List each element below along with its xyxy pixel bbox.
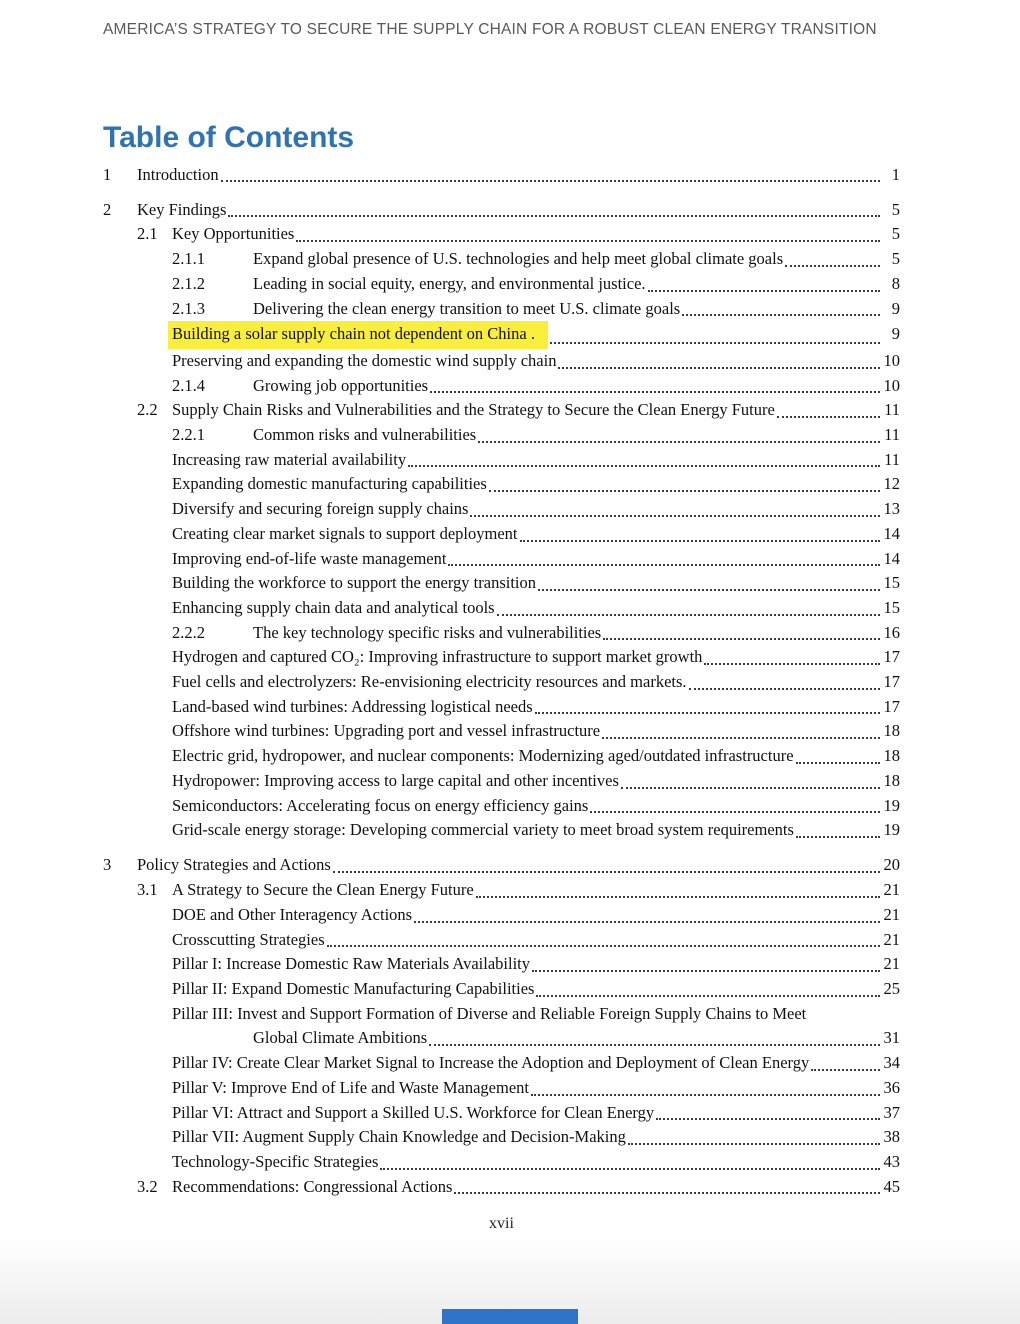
toc-entry[interactable] — [103, 1101, 900, 1126]
toc-entry-title: Pillar I: Increase Domestic Raw Materials Availability — [172, 954, 531, 974]
toc-entry-title: Crosscutting Strategies — [172, 929, 325, 949]
toc-leader-dots — [448, 564, 880, 566]
toc-entry-number: 3.1 — [137, 880, 158, 900]
toc-leader-dots — [430, 391, 880, 393]
toc-leader-dots — [603, 638, 880, 640]
toc-entry-page: 21 — [883, 954, 900, 974]
toc-entry-title: Pillar VI: Attract and Support a Skilled U.S. Workforce for Clean Energy — [172, 1102, 655, 1122]
toc-leader-dots — [296, 240, 880, 242]
toc-entry-page: 5 — [891, 224, 900, 244]
toc-entry-title: Building the workforce to support the energy transition — [172, 573, 536, 593]
toc-entry-title: Offshore wind turbines: Upgrading port and vessel infrastructure — [172, 721, 601, 741]
toc-entry[interactable] — [103, 321, 900, 349]
toc-entry[interactable] — [103, 272, 900, 297]
toc-entry[interactable] — [103, 695, 900, 720]
toc-entry-page: 17 — [883, 647, 900, 667]
toc-entry-title: Pillar V: Improve End of Life and Waste Management — [172, 1077, 529, 1097]
toc-entry[interactable] — [103, 670, 900, 695]
highlighted-toc-entry-title: Building a solar supply chain not dependent on China . — [168, 321, 548, 349]
toc-entry-page: 21 — [883, 904, 900, 924]
toc-entry[interactable] — [103, 547, 900, 572]
toc-entry-title: Diversify and securing foreign supply chains — [172, 499, 469, 519]
toc-entry-title: Key Opportunities — [172, 224, 295, 244]
toc-leader-dots — [704, 663, 880, 665]
toc-entry-title: Technology-Specific Strategies — [172, 1151, 379, 1171]
toc-entry-title: Enhancing supply chain data and analytical tools — [172, 597, 495, 617]
toc-entry-page: 19 — [883, 820, 900, 840]
toc-entry-page: 17 — [883, 696, 900, 716]
toc-entry-title: A Strategy to Secure the Clean Energy Future — [172, 880, 474, 900]
toc-entry-page: 11 — [884, 425, 900, 445]
toc-entry[interactable] — [103, 398, 900, 423]
toc-entry-number: 2.2.1 — [172, 425, 205, 445]
toc-entry[interactable] — [103, 163, 900, 188]
toc-leader-dots — [476, 896, 880, 898]
toc-leader-dots — [682, 314, 880, 316]
toc-entry[interactable] — [103, 769, 900, 794]
running-header: AMERICA’S STRATEGY TO SECURE THE SUPPLY CHAIN FOR A ROBUST CLEAN ENERGY TRANSITION — [103, 21, 877, 38]
toc-leader-dots — [497, 614, 880, 616]
toc-entry[interactable] — [103, 522, 900, 547]
toc-entry-title: Delivering the clean energy transition to meet U.S. climate goals — [253, 298, 681, 318]
toc-entry[interactable] — [103, 719, 900, 744]
toc-entry-page: 43 — [883, 1151, 900, 1171]
toc-entry-continuation[interactable] — [103, 1026, 900, 1051]
toc-leader-dots — [602, 737, 880, 739]
toc-entry-title: Leading in social equity, energy, and environmental justice. — [253, 273, 646, 293]
toc-leader-dots — [228, 215, 880, 217]
toc-entry[interactable] — [103, 952, 900, 977]
toc-entry[interactable] — [103, 928, 900, 953]
toc-entry-page: 20 — [883, 855, 900, 875]
toc-entry-page: 8 — [891, 273, 900, 293]
toc-leader-dots — [408, 465, 880, 467]
toc-entry-title: Pillar II: Expand Domestic Manufacturing Capabilities — [172, 979, 535, 998]
toc-leader-dots — [414, 921, 880, 923]
toc-entry-page: 12 — [883, 474, 900, 494]
toc-entry-title: Expanding domestic manufacturing capabilities — [172, 474, 487, 494]
toc-entry-title: Grid-scale energy storage: Developing commercial variety to meet broad system requirements — [172, 820, 794, 840]
toc-entry-page: 17 — [883, 672, 900, 692]
toc-entry-title: Fuel cells and electrolyzers: Re-envisioning electricity resources and markets. — [172, 672, 687, 692]
toc-leader-dots — [796, 836, 880, 838]
toc-entry-number: 2 — [103, 199, 112, 219]
toc-leader-dots — [785, 265, 880, 267]
toc-entry-number: 2.1.1 — [172, 249, 205, 269]
toc-leader-dots — [470, 515, 880, 517]
toc-entry-page: 36 — [883, 1077, 900, 1097]
toc-entry[interactable] — [103, 794, 900, 819]
toc-entry-title: Increasing raw material availability — [172, 449, 407, 469]
toc-entry-number: 2.2.2 — [172, 622, 205, 642]
toc-entry-title: Hydropower: Improving access to large capital and other incentives — [172, 770, 619, 790]
toc-leader-dots — [621, 787, 880, 789]
toc-entry-number: 2.1 — [137, 224, 158, 244]
toc-entry[interactable] — [103, 596, 900, 621]
toc-entry-title: Land-based wind turbines: Addressing logistical needs — [172, 696, 533, 716]
toc-entry-page: 5 — [891, 199, 900, 219]
toc-leader-dots — [478, 441, 880, 443]
toc-leader-dots — [648, 290, 880, 292]
toc-leader-dots — [532, 970, 880, 972]
toc-entry[interactable] — [103, 423, 900, 448]
toc-entry-title: Global Climate Ambitions — [253, 1028, 428, 1048]
toc-entry-number: 3.2 — [137, 1176, 158, 1196]
toc-entry[interactable] — [103, 878, 900, 903]
toc-entry-page: 19 — [883, 795, 900, 815]
toc-entries — [103, 152, 900, 1199]
toc-leader-dots — [558, 367, 880, 369]
toc-entry-page: 5 — [891, 249, 900, 269]
toc-entry-number: 2.2 — [137, 400, 158, 420]
toc-leader-dots — [489, 490, 880, 492]
toc-entry-page: 45 — [883, 1176, 900, 1196]
toc-entry-title: The key technology specific risks and vulnerabilities — [253, 622, 602, 642]
toc-leader-dots — [221, 180, 880, 182]
toc-entry-title: DOE and Other Interagency Actions — [172, 904, 413, 924]
toc-entry[interactable] — [103, 1051, 900, 1076]
toc-entry-title: Semiconductors: Accelerating focus on energy efficiency gains — [172, 795, 589, 815]
toc-entry-number: 3 — [103, 855, 112, 875]
toc-entry-page: 38 — [883, 1127, 900, 1147]
toc-entry[interactable] — [103, 1076, 900, 1101]
toc-entry-title: Improving end-of-life waste management — [172, 548, 447, 568]
toc-entry[interactable] — [103, 497, 900, 522]
toc-entry-page: 21 — [883, 929, 900, 949]
toc-leader-dots — [536, 995, 880, 997]
toc-leader-dots — [535, 712, 880, 714]
toc-entry-title: Electric grid, hydropower, and nuclear components: Modernizing aged/outdated infrastructure — [172, 746, 794, 766]
toc-entry-page: 1 — [891, 164, 900, 184]
toc-entry-page: 18 — [883, 746, 900, 766]
toc-entry[interactable] — [103, 247, 900, 272]
toc-leader-dots — [380, 1168, 880, 1170]
toc-leader-dots — [590, 811, 880, 813]
toc-leader-dots — [333, 871, 880, 873]
toc-entry[interactable] — [103, 349, 900, 374]
toc-entry-page: 18 — [883, 770, 900, 790]
toc-entry-title: Supply Chain Risks and Vulnerabilities and the Strategy to Secure the Clean Energy Future — [172, 400, 775, 420]
toc-entry-title: Policy Strategies and Actions — [137, 855, 331, 875]
toc-entry[interactable] — [103, 744, 900, 769]
toc-entry-page: 10 — [883, 350, 900, 370]
page-title: Table of Contents — [103, 121, 355, 155]
toc-entry-title: Pillar IV: Create Clear Market Signal to Increase the Adoption and Deployment of Clean Energy — [172, 1053, 810, 1073]
toc-entry[interactable] — [103, 645, 900, 670]
toc-entry-page: 21 — [883, 880, 900, 900]
toc-entry-page: 10 — [883, 375, 900, 395]
toc-entry[interactable] — [103, 448, 900, 473]
toc-entry-title: Introduction — [137, 164, 219, 184]
toc-entry[interactable] — [103, 1002, 900, 1027]
toc-leader-dots — [777, 416, 880, 418]
page-number-footer: xvii — [489, 1215, 514, 1232]
toc-entry-page: 16 — [883, 622, 900, 642]
toc-entry[interactable] — [103, 1150, 900, 1175]
toc-entry-title: Hydrogen and captured CO₂: Improving infrastructure to support market growth — [172, 647, 703, 667]
toc-leader-dots — [796, 762, 880, 764]
toc-leader-dots — [429, 1044, 880, 1046]
toc-entry-page: 18 — [883, 721, 900, 741]
toc-entry[interactable] — [103, 1175, 900, 1200]
toc-entry-number: 1 — [103, 164, 112, 184]
toc-entry-page: 34 — [883, 1053, 900, 1073]
toc-entry[interactable] — [103, 977, 900, 1002]
toc-entry-title: Recommendations: Congressional Actions — [172, 1176, 453, 1196]
toc-entry[interactable] — [103, 472, 900, 497]
toc-entry-title: Preserving and expanding the domestic wind supply chain — [172, 350, 557, 370]
toc-entry-page: 14 — [883, 523, 900, 543]
toc-leader-dots — [689, 688, 880, 690]
toc-entry-title: Pillar VII: Augment Supply Chain Knowledge and Decision-Making — [172, 1127, 626, 1147]
toc-entry-title: Expand global presence of U.S. technologies and help meet global climate goals — [253, 249, 784, 269]
toc-entry-title: Creating clear market signals to support deployment — [172, 523, 518, 543]
toc-entry-page: 13 — [883, 499, 900, 519]
toc-entry-page: 15 — [883, 597, 900, 617]
toc-entry-page: 11 — [884, 449, 900, 469]
toc-entry[interactable] — [103, 1125, 900, 1150]
toc-entry[interactable] — [103, 374, 900, 399]
toc-leader-dots — [628, 1143, 880, 1145]
toc-entry-page: 31 — [883, 1028, 900, 1048]
toc-entry[interactable] — [103, 818, 900, 843]
toc-entry-number: 2.1.2 — [172, 273, 205, 293]
toc-entry[interactable] — [103, 222, 900, 247]
toc-leader-dots — [656, 1118, 880, 1120]
toc-leader-dots — [520, 540, 881, 542]
toc-entry-title: Key Findings — [137, 199, 227, 219]
toc-entry-page: 25 — [883, 979, 900, 998]
bottom-blue-bar — [442, 1309, 578, 1324]
toc-entry-page: 14 — [883, 548, 900, 568]
toc-entry-title: Pillar III: Invest and Support Formation of Diverse and Reliable Foreign Supply Chains to Meet — [172, 1003, 807, 1023]
toc-leader-dots — [327, 945, 880, 947]
toc-entry[interactable] — [103, 903, 900, 928]
toc-entry[interactable] — [103, 853, 900, 878]
toc-entry-page: 9 — [891, 298, 900, 318]
toc-entry-number: 2.1.4 — [172, 375, 205, 395]
toc-entry-number: 2.1.3 — [172, 298, 205, 318]
toc-entry[interactable] — [103, 297, 900, 322]
toc-entry-page: 11 — [884, 400, 900, 420]
toc-leader-dots — [454, 1192, 880, 1194]
toc-leader-dots — [811, 1069, 880, 1071]
toc-leader-dots — [531, 1094, 880, 1096]
toc-entry-title: Growing job opportunities — [253, 375, 429, 395]
toc-entry[interactable] — [103, 571, 900, 596]
toc-leader-dots — [538, 589, 880, 591]
toc-entry[interactable] — [103, 198, 900, 223]
toc-leader-dots — [550, 342, 880, 344]
toc-entry-page: 15 — [883, 573, 900, 593]
toc-entry-page: 37 — [883, 1102, 900, 1122]
toc-entry[interactable] — [103, 621, 900, 646]
toc-entry-title: Common risks and vulnerabilities — [253, 425, 477, 445]
toc-entry-page: 9 — [891, 324, 900, 344]
